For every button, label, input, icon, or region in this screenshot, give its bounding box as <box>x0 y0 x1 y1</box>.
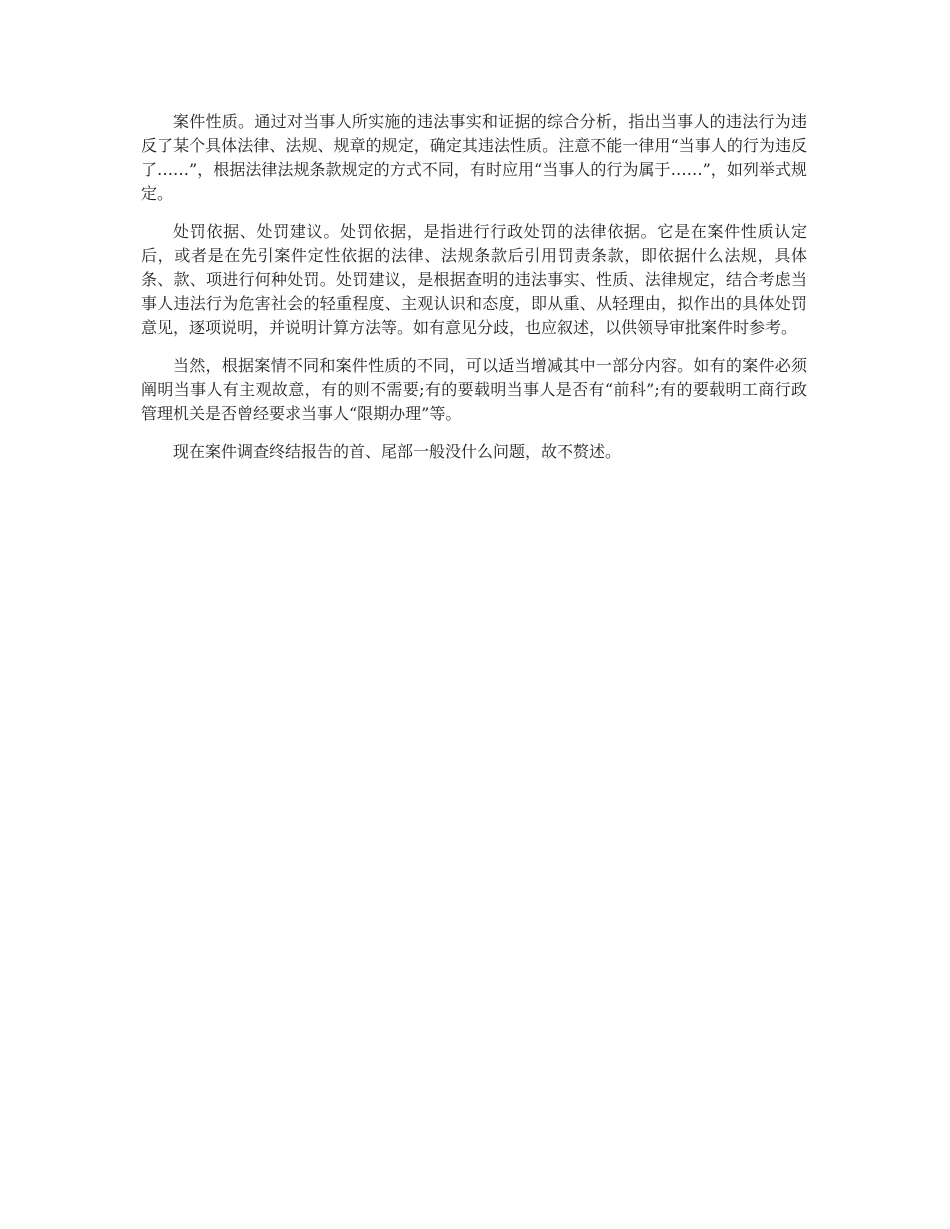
paragraph-penalty-basis: 处罚依据、处罚建议。处罚依据，是指进行行政处罚的法律依据。它是在案件性质认定后，或者是在先引案件定性依据的法律、法规条款后引用罚责条款，即依据什么法规，具体条、款、项进行何种处罚。处罚建议，是根据查明的违法事实、性质、法律规定，结合考虑当事人违法行为危害社会的轻重程度、主观认识和态度，即从重、从轻理由，拟作出的具体处罚意见，逐项说明，并说明计算方法等。如有意见分歧，也应叙述，以供领导审批案件时参考。 <box>141 222 807 337</box>
paragraph-closing-note: 现在案件调查终结报告的首、尾部一般没什么问题，故不赘述。 <box>173 442 622 461</box>
paragraph-case-nature: 案件性质。通过对当事人所实施的违法事实和证据的综合分析，指出当事人的违法行为违反了某个具体法律、法规、规章的规定，确定其违法性质。注意不能一律用“当事人的行为违反了……”，根据法律法规条款规定的方式不同，有时应用“当事人的行为属于……”，如列举式规定。 <box>141 112 807 203</box>
paragraph-content-adjustment: 当然，根据案情不同和案件性质的不同，可以适当增减其中一部分内容。如有的案件必须阐明当事人有主观故意，有的则不需要;有的要载明当事人是否有“前科”;有的要载明工商行政管理机关是否曾经要求当事人“限期办理”等。 <box>141 356 807 423</box>
document-body <box>141 110 807 478</box>
